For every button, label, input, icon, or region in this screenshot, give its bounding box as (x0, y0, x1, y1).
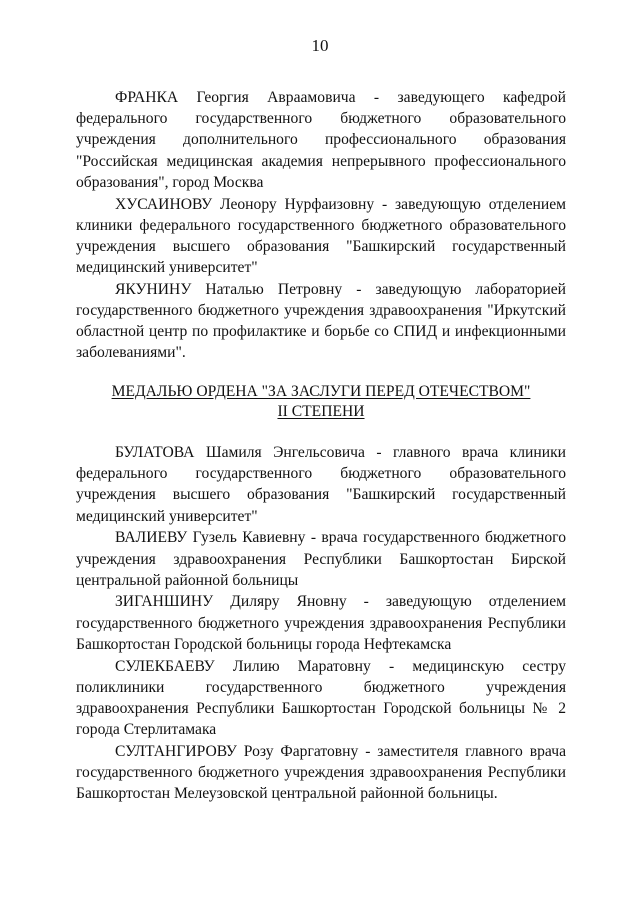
award-entry-khusainova: ХУСАИНОВУ Леонору Нурфаизовну - заведующую отделением клиники федерального государственного бюджетного образовательного учреждения высшего образования "Башкирский государственный медицинский университет" (76, 195, 566, 277)
medal-entries-list (76, 442, 566, 805)
award-entry-ziganshina: ЗИГАНШИНУ Диляру Яновну - заведующую отделением государственного бюджетного учреждения здравоохранения Республики Башкортостан Городской больницы города Нефтекамска (76, 593, 566, 653)
page-number: 10 (311, 36, 329, 55)
award-entry-valieva: ВАЛИЕВУ Гузель Кавиевну - врача государственного бюджетного учреждения здравоохранения Республики Башкортостан Бирской центральной районной больницы (76, 529, 566, 589)
award-entry-franka: ФРАНКА Георгия Авраамовича - заведующего кафедрой федерального государственного бюджетного образовательного учреждения дополнительного профессионального образования "Российская медицинская академия непрерывного профессионального образования", город Москва (76, 89, 566, 191)
award-entry-sultangirova: СУЛТАНГИРОВУ Розу Фаргатовну - заместителя главного врача государственного бюджетного учреждения здравоохранения Республики Башкортостан Мелеузовской центральной районной больницы. (76, 742, 566, 803)
award-entry-yakunina: ЯКУНИНУ Наталью Петровну - заведующую лабораторией государственного бюджетного учреждения здравоохранения "Иркутский областной центр по профилактике и борьбе со СПИД и инфекционными заболеваниями". (76, 280, 566, 362)
section-heading-line-1: МЕДАЛЬЮ ОРДЕНА "ЗА ЗАСЛУГИ ПЕРЕД ОТЕЧЕСТВОМ" (111, 383, 531, 400)
section-heading (76, 382, 566, 422)
section-heading-line-2: II СТЕПЕНИ (277, 403, 365, 420)
award-entry-sulekbaeva: СУЛЕКБАЕВУ Лилию Маратовну - медицинскую сестру поликлиники государственного бюджетного учреждения здравоохранения Республики Башкортостан Городской больницы № 2 города Стерлитамака (76, 657, 566, 739)
award-entry-bulatov: БУЛАТОВА Шамиля Энгельсовича - главного врача клиники федерального государственного бюджетного образовательного учреждения высшего образования "Башкирский государственный медицинский университет" (76, 444, 566, 525)
top-entries-list (76, 87, 566, 364)
